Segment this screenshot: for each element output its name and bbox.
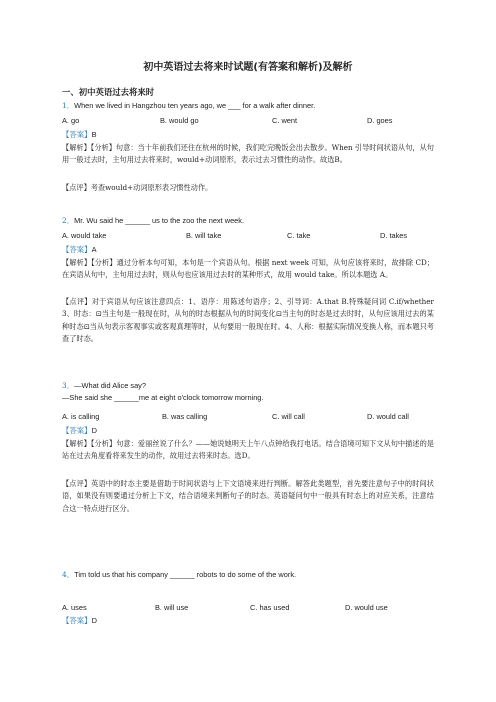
question-4-stem <box>62 570 432 580</box>
answer-tag: 【答案】 <box>62 426 92 435</box>
q2-comment: 【点评】对于宾语从句应该注意四点：1、语序：用陈述句语序；2、引导词：A.that B.特殊疑问词 C.if/whether 3、时态：⊡当主句是一般现在时，从句的时态根据从句的时间变化⊡当主句的时态是过去时时，从句应该用过去的某种时态⊡当从句表示客观事实或客观真理等时，从句要用一般现在时。4、人称：根据实际情况变换人称，而本题只考查了时态。 <box>62 297 434 344</box>
answer-tag: 【答案】 <box>62 245 92 254</box>
q3-answer <box>62 425 97 436</box>
question-number: 1． <box>62 101 75 110</box>
q2-option-c: C. take <box>287 231 311 240</box>
q3-option-c: C. will call <box>272 412 305 421</box>
question-3-stem <box>62 381 432 391</box>
q3-option-b: B. was calling <box>162 412 208 421</box>
question-1-stem <box>62 101 432 111</box>
section-heading: 一、初中英语过去将来时 <box>62 87 155 97</box>
question-3-stem-line2: —She said she ______me at eight o'clock tomorrow morning. <box>62 393 264 402</box>
q1-option-a: A. go <box>62 116 80 125</box>
question-2-stem <box>62 216 432 226</box>
question-text: Tim told us that his company ______ robots to do some of the work. <box>74 570 297 579</box>
q1-answer <box>62 129 97 140</box>
q1-option-c: C. went <box>272 116 298 125</box>
q3-option-d: D. would call <box>367 412 409 421</box>
answer-value: D <box>91 426 97 435</box>
q4-option-c: C. has used <box>250 603 290 612</box>
q4-option-b: B. will use <box>155 603 189 612</box>
question-text: When we lived in Hangzhou ten years ago, we ___ for a walk after dinner. <box>74 101 316 110</box>
question-text: —What did Alice say? <box>74 381 146 390</box>
q2-option-d: D. takes <box>380 231 408 240</box>
answer-tag: 【答案】 <box>62 616 92 625</box>
answer-value: D <box>91 616 97 625</box>
question-number: 4． <box>62 570 75 579</box>
q3-option-a: A. is calling <box>62 412 100 421</box>
q3-analysis: 【解析】【分析】句意：爱丽丝说了什么？——她说她明天上午八点钟给我打电话。结合语境可知下文从句中描述的是站在过去角度看将来发生的动作，故用过去将来时态。选D。 <box>62 439 434 461</box>
q4-answer <box>62 615 97 626</box>
answer-tag: 【答案】 <box>62 130 92 139</box>
question-number: 3． <box>62 381 75 390</box>
answer-value: A <box>91 245 97 254</box>
q4-option-a: A. uses <box>62 603 87 612</box>
question-text: Mr. Wu said he ______ us to the zoo the next week. <box>74 216 245 225</box>
question-number: 2． <box>62 216 75 225</box>
q2-answer <box>62 244 97 255</box>
q1-analysis: 【解析】【分析】句意：当十年前我们还住在杭州的时候，我们吃完晚饭会出去散步。When 引导时间状语从句，从句用一般过去时，主句用过去将来时，would+动词原形，表示过去习惯性的动作。故选B。 <box>62 143 434 165</box>
q2-analysis: 【解析】【分析】通过分析本句可知，本句是一个宾语从句。根据 next week 可知，从句应该将来时，故排除 CD；在宾语从句中，主句用过去时，则从句也应该用过去时的某种形式，故用 would take。所以本题选 A。 <box>62 258 434 280</box>
q2-option-a: A. would take <box>62 231 107 240</box>
q3-comment: 【点评】英语中的时态主要是借助于时间状语与上下文语境来进行判断。解答此类题型，首先要注意句子中的时间状语，如果没有则要通过分析上下文，结合语境来判断句子的时态。英语疑问句中一般具有时态上的对应关系，注意结合这一特点进行区分。 <box>62 479 434 513</box>
q2-option-b: B. will take <box>186 231 222 240</box>
q1-option-d: D. goes <box>367 116 393 125</box>
q1-comment: 【点评】考查would+动词原形表习惯性动作。 <box>62 183 213 192</box>
document-title: 初中英语过去将来时试题(有答案和解析)及解析 <box>143 62 353 73</box>
q4-option-d: D. would use <box>345 603 388 612</box>
q1-option-b: B. would go <box>160 116 199 125</box>
answer-value: B <box>91 130 97 139</box>
